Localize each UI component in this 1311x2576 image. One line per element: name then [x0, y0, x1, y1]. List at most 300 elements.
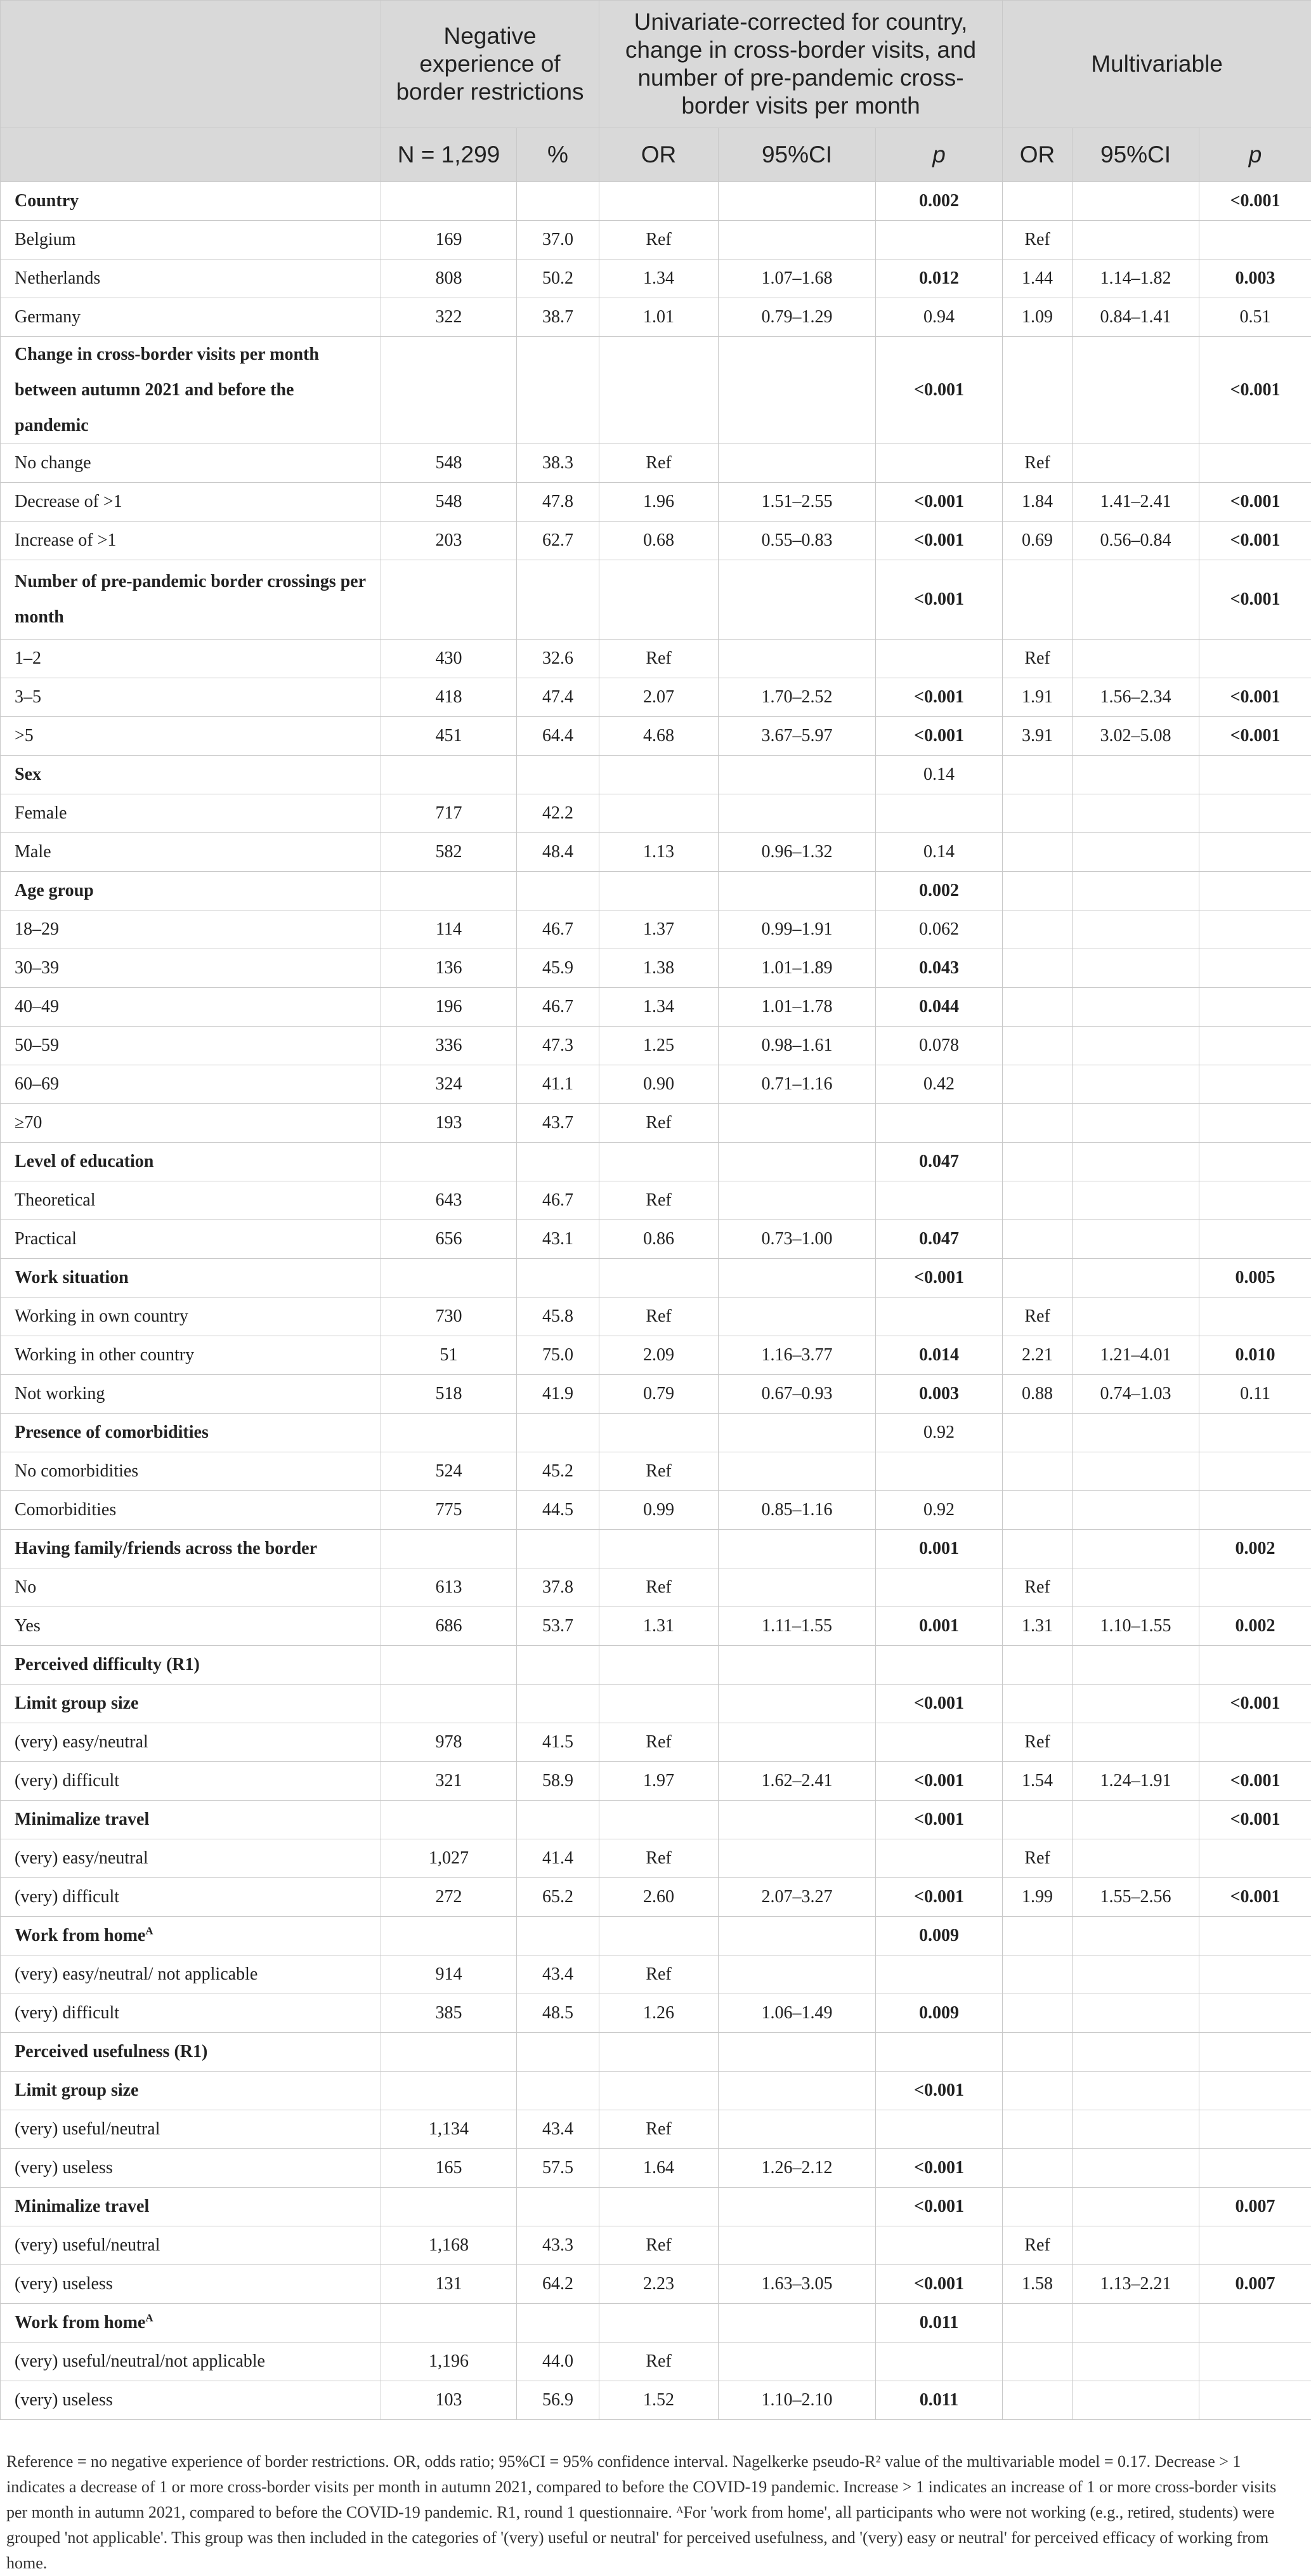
table-cell: Ref [599, 1181, 719, 1220]
table-cell [1003, 2381, 1073, 2420]
table-cell [1073, 988, 1199, 1027]
table-cell: <0.001 [876, 2188, 1003, 2226]
table-cell: Ref [1003, 640, 1073, 678]
table-cell: 0.005 [1199, 1259, 1311, 1298]
table-cell [517, 560, 599, 640]
table-cell: 48.5 [517, 1994, 599, 2033]
table-cell [1199, 2304, 1311, 2343]
table-cell [381, 560, 517, 640]
table-cell [1199, 1298, 1311, 1336]
table-cell [1199, 1414, 1311, 1452]
table-cell: 1.54 [1003, 1762, 1073, 1801]
table-cell: 53.7 [517, 1607, 599, 1646]
table-cell: <0.001 [876, 1762, 1003, 1801]
table-cell [599, 1646, 719, 1685]
header-or-multi: OR [1003, 128, 1073, 182]
table-cell: 321 [381, 1762, 517, 1801]
table-cell [1003, 833, 1073, 872]
table-cell: Ref [1003, 1568, 1073, 1607]
table-cell [1003, 2304, 1073, 2343]
table-cell: Ref [599, 444, 719, 483]
row-label: (very) useless [1, 2381, 381, 2420]
table-group-row [1, 2033, 1311, 2072]
table-cell [1003, 988, 1073, 1027]
table-cell: 1.01–1.78 [719, 988, 876, 1027]
table-cell [719, 444, 876, 483]
table-cell: 2.21 [1003, 1336, 1073, 1375]
table-cell [1199, 1917, 1311, 1955]
table-cell [599, 2033, 719, 2072]
table-group-row [1, 1685, 1311, 1723]
table-cell: 58.9 [517, 1762, 599, 1801]
table-cell [1003, 1685, 1073, 1723]
table-cell [1073, 2188, 1199, 2226]
table-cell [381, 1414, 517, 1452]
table-cell: 1,168 [381, 2226, 517, 2265]
table-row [1, 678, 1311, 717]
table-cell: 0.011 [876, 2304, 1003, 2343]
table-cell [719, 1143, 876, 1181]
table-cell: 165 [381, 2149, 517, 2188]
table-cell: 0.14 [876, 833, 1003, 872]
table-cell: 1.26 [599, 1994, 719, 2033]
table-cell [719, 1452, 876, 1491]
table-cell: 272 [381, 1878, 517, 1917]
table-cell: 0.86 [599, 1220, 719, 1259]
table-cell [1073, 182, 1199, 221]
table-cell: Ref [1003, 1723, 1073, 1762]
table-cell: 1.09 [1003, 298, 1073, 337]
table-cell [599, 756, 719, 794]
table-cell [719, 337, 876, 444]
table-cell [517, 872, 599, 910]
table-cell [1199, 1491, 1311, 1530]
table-cell: 43.4 [517, 2110, 599, 2149]
table-cell: 0.078 [876, 1027, 1003, 1065]
table-cell: 45.9 [517, 949, 599, 988]
table-cell: 103 [381, 2381, 517, 2420]
table-cell: Ref [1003, 444, 1073, 483]
table-cell: 0.68 [599, 522, 719, 560]
table-cell: 518 [381, 1375, 517, 1414]
table-cell [599, 182, 719, 221]
table-cell [1073, 1801, 1199, 1839]
table-cell: 136 [381, 949, 517, 988]
table-cell: Ref [1003, 1839, 1073, 1878]
table-cell: 1.64 [599, 2149, 719, 2188]
table-cell: 1.55–2.56 [1073, 1878, 1199, 1917]
table-cell [1003, 756, 1073, 794]
row-label: Increase of >1 [1, 522, 381, 560]
table-cell: 2.07–3.27 [719, 1878, 876, 1917]
table-cell [876, 640, 1003, 678]
table-cell: 0.001 [876, 1530, 1003, 1568]
table-cell [381, 1530, 517, 1568]
table-cell [719, 2110, 876, 2149]
row-label: Work situation [1, 1259, 381, 1298]
table-cell [381, 1646, 517, 1685]
table-cell [1003, 1259, 1073, 1298]
table-cell [719, 1955, 876, 1994]
table-cell [1073, 2149, 1199, 2188]
table-cell [1199, 910, 1311, 949]
table-row [1, 1375, 1311, 1414]
table-row [1, 1027, 1311, 1065]
row-label: (very) useless [1, 2265, 381, 2304]
table-row [1, 1181, 1311, 1220]
table-cell: 548 [381, 444, 517, 483]
table-cell: 44.0 [517, 2343, 599, 2381]
table-row [1, 1568, 1311, 1607]
table-cell: Ref [599, 1104, 719, 1143]
table-cell: 1.16–3.77 [719, 1336, 876, 1375]
table-cell: 64.4 [517, 717, 599, 756]
table-row [1, 444, 1311, 483]
table-cell: 0.002 [876, 182, 1003, 221]
row-label: Age group [1, 872, 381, 910]
table-row [1, 717, 1311, 756]
table-cell [517, 337, 599, 444]
row-label: No comorbidities [1, 1452, 381, 1491]
table-cell [517, 1801, 599, 1839]
table-cell [719, 1839, 876, 1878]
table-cell [719, 1646, 876, 1685]
table-cell: 0.74–1.03 [1073, 1375, 1199, 1414]
row-label: 30–39 [1, 949, 381, 988]
table-cell: 1.06–1.49 [719, 1994, 876, 2033]
table-cell [599, 2072, 719, 2110]
table-cell [1073, 794, 1199, 833]
table-cell [719, 182, 876, 221]
table-cell [1003, 1414, 1073, 1452]
row-label: Perceived difficulty (R1) [1, 1646, 381, 1685]
table-cell [517, 2304, 599, 2343]
row-label: Yes [1, 1607, 381, 1646]
row-label: Having family/friends across the border [1, 1530, 381, 1568]
table-cell: 808 [381, 260, 517, 298]
table-cell: Ref [599, 1723, 719, 1762]
table-cell [517, 182, 599, 221]
table-cell: 196 [381, 988, 517, 1027]
table-cell [719, 2343, 876, 2381]
table-cell: 1,027 [381, 1839, 517, 1878]
header-percent: % [517, 128, 599, 182]
table-cell [381, 337, 517, 444]
table-cell: <0.001 [876, 1801, 1003, 1839]
table-cell: 43.3 [517, 2226, 599, 2265]
table-cell: 686 [381, 1607, 517, 1646]
table-cell: 1.31 [599, 1607, 719, 1646]
table-cell: 4.68 [599, 717, 719, 756]
table-cell: 48.4 [517, 833, 599, 872]
table-cell: 418 [381, 678, 517, 717]
row-label: Decrease of >1 [1, 483, 381, 522]
table-cell: 1.11–1.55 [719, 1607, 876, 1646]
table-group-row [1, 872, 1311, 910]
table-cell: 775 [381, 1491, 517, 1530]
table-cell: 0.92 [876, 1414, 1003, 1452]
table-row [1, 1220, 1311, 1259]
table-cell: 1.13–2.21 [1073, 2265, 1199, 2304]
table-cell [876, 2110, 1003, 2149]
table-cell [1003, 1530, 1073, 1568]
table-cell: <0.001 [1199, 717, 1311, 756]
table-cell [517, 1530, 599, 1568]
table-cell [1003, 1027, 1073, 1065]
table-cell: 1.63–3.05 [719, 2265, 876, 2304]
table-cell [517, 1414, 599, 1452]
table-cell: 0.92 [876, 1491, 1003, 1530]
table-cell: 613 [381, 1568, 517, 1607]
table-cell: <0.001 [1199, 182, 1311, 221]
table-cell: 430 [381, 640, 517, 678]
table-row [1, 988, 1311, 1027]
table-cell [1073, 1452, 1199, 1491]
table-cell [1199, 1994, 1311, 2033]
table-cell [381, 872, 517, 910]
table-cell [1003, 1491, 1073, 1530]
table-cell: 41.4 [517, 1839, 599, 1878]
table-cell [381, 2188, 517, 2226]
table-cell [1003, 1955, 1073, 1994]
table-cell [1073, 1994, 1199, 2033]
header-n: N = 1,299 [381, 128, 517, 182]
table-cell: 37.0 [517, 221, 599, 260]
table-cell [1199, 1955, 1311, 1994]
row-label: (very) difficult [1, 1878, 381, 1917]
row-label: (very) easy/neutral [1, 1723, 381, 1762]
table-row [1, 221, 1311, 260]
row-label: (very) easy/neutral/ not applicable [1, 1955, 381, 1994]
table-cell: 0.002 [1199, 1530, 1311, 1568]
table-cell [599, 1685, 719, 1723]
table-cell: 131 [381, 2265, 517, 2304]
table-cell: 582 [381, 833, 517, 872]
table-cell: <0.001 [1199, 678, 1311, 717]
table-cell [1073, 2343, 1199, 2381]
row-label: Minimalize travel [1, 1801, 381, 1839]
row-label: 18–29 [1, 910, 381, 949]
table-cell: <0.001 [1199, 483, 1311, 522]
table-row [1, 522, 1311, 560]
header-ci-multi: 95%CI [1073, 128, 1199, 182]
table-cell: <0.001 [1199, 1685, 1311, 1723]
table-cell [1073, 1723, 1199, 1762]
table-cell [381, 1143, 517, 1181]
row-label: Not working [1, 1375, 381, 1414]
row-label: Perceived usefulness (R1) [1, 2033, 381, 2072]
table-cell: Ref [599, 1452, 719, 1491]
table-cell [1073, 1143, 1199, 1181]
table-cell [1073, 1298, 1199, 1336]
table-cell: 1.70–2.52 [719, 678, 876, 717]
table-row [1, 1491, 1311, 1530]
table-cell [719, 1259, 876, 1298]
table-cell [1003, 2149, 1073, 2188]
table-cell [1003, 2033, 1073, 2072]
table-cell: 0.009 [876, 1917, 1003, 1955]
table-cell: Ref [1003, 221, 1073, 260]
table-cell: 1.56–2.34 [1073, 678, 1199, 717]
table-cell [1199, 2072, 1311, 2110]
table-cell [381, 2033, 517, 2072]
table-row [1, 2149, 1311, 2188]
table-cell: 0.003 [1199, 260, 1311, 298]
table-cell [1073, 444, 1199, 483]
table-cell [1199, 1143, 1311, 1181]
table-group-row [1, 1259, 1311, 1298]
table-cell: 1.07–1.68 [719, 260, 876, 298]
table-cell [517, 1259, 599, 1298]
row-label: Working in other country [1, 1336, 381, 1375]
table-cell: 0.007 [1199, 2188, 1311, 2226]
row-label: (very) easy/neutral [1, 1839, 381, 1878]
table-cell: <0.001 [876, 1259, 1003, 1298]
table-cell: 0.003 [876, 1375, 1003, 1414]
table-cell: 1.37 [599, 910, 719, 949]
table-cell [1003, 1646, 1073, 1685]
table-cell: 1.01 [599, 298, 719, 337]
table-cell: 1.52 [599, 2381, 719, 2420]
table-cell: 0.88 [1003, 1375, 1073, 1414]
table-cell: 0.009 [876, 1994, 1003, 2033]
table-cell: 0.001 [876, 1607, 1003, 1646]
table-cell [876, 2343, 1003, 2381]
table-cell: 1.14–1.82 [1073, 260, 1199, 298]
table-cell: Ref [1003, 1298, 1073, 1336]
table-cell [1199, 2110, 1311, 2149]
table-cell [1073, 1027, 1199, 1065]
table-cell: 56.9 [517, 2381, 599, 2420]
table-cell [1003, 1220, 1073, 1259]
table-cell: 322 [381, 298, 517, 337]
table-cell [1073, 833, 1199, 872]
row-label: No [1, 1568, 381, 1607]
table-cell: <0.001 [876, 2265, 1003, 2304]
table-cell: 32.6 [517, 640, 599, 678]
row-label: Level of education [1, 1143, 381, 1181]
table-cell [1199, 833, 1311, 872]
table-group-row [1, 756, 1311, 794]
table-row [1, 910, 1311, 949]
header-empty-sub [1, 128, 381, 182]
table-cell: <0.001 [876, 560, 1003, 640]
table-cell: 57.5 [517, 2149, 599, 2188]
table-cell: 114 [381, 910, 517, 949]
table-cell: 41.1 [517, 1065, 599, 1104]
table-cell [1073, 2381, 1199, 2420]
footnote-marker: A [145, 1925, 153, 1937]
table-cell: <0.001 [1199, 560, 1311, 640]
table-cell: 548 [381, 483, 517, 522]
header-univariate: Univariate-corrected for country, change in cross-border visits, and number of pre-pandemic cross-border visits per month [599, 1, 1003, 128]
header-ci-uni: 95%CI [719, 128, 876, 182]
table-cell [876, 2033, 1003, 2072]
table-row [1, 833, 1311, 872]
table-cell: 524 [381, 1452, 517, 1491]
table-cell: 1.26–2.12 [719, 2149, 876, 2188]
table-group-row [1, 2188, 1311, 2226]
table-cell [1199, 1452, 1311, 1491]
table-cell [1003, 1065, 1073, 1104]
table-cell [517, 1646, 599, 1685]
table-cell [1199, 1027, 1311, 1065]
table-cell [719, 1801, 876, 1839]
table-cell: 0.73–1.00 [719, 1220, 876, 1259]
table-cell: Ref [1003, 2226, 1073, 2265]
table-cell [381, 182, 517, 221]
table-cell: 0.69 [1003, 522, 1073, 560]
header-or-uni: OR [599, 128, 719, 182]
table-cell: 1.51–2.55 [719, 483, 876, 522]
row-label: Male [1, 833, 381, 872]
table-cell [719, 794, 876, 833]
row-label: 50–59 [1, 1027, 381, 1065]
table-cell: 0.42 [876, 1065, 1003, 1104]
table-cell: 1.96 [599, 483, 719, 522]
table-cell: 1.91 [1003, 678, 1073, 717]
table-cell: 44.5 [517, 1491, 599, 1530]
table-cell [719, 1298, 876, 1336]
table-cell [876, 2226, 1003, 2265]
table-cell: 45.2 [517, 1452, 599, 1491]
table-cell [1199, 2343, 1311, 2381]
table-cell [1199, 1723, 1311, 1762]
table-cell [381, 1685, 517, 1723]
table-row [1, 1452, 1311, 1491]
table-cell: 0.012 [876, 260, 1003, 298]
row-label: (very) useful/neutral [1, 2226, 381, 2265]
table-cell [381, 756, 517, 794]
table-cell: 47.3 [517, 1027, 599, 1065]
row-label: Work from home$^A$ [1, 2304, 381, 2343]
table-cell: 656 [381, 1220, 517, 1259]
table-cell [1073, 1530, 1199, 1568]
table-cell [599, 2188, 719, 2226]
table-cell [1199, 1220, 1311, 1259]
table-row [1, 1762, 1311, 1801]
table-cell [1073, 1491, 1199, 1530]
table-cell [599, 1259, 719, 1298]
table-cell [1199, 949, 1311, 988]
row-label: Sex [1, 756, 381, 794]
table-cell: 0.011 [876, 2381, 1003, 2420]
table-row [1, 2343, 1311, 2381]
table-cell [1073, 2033, 1199, 2072]
table-group-row [1, 337, 1311, 444]
table-cell: 1.24–1.91 [1073, 1762, 1199, 1801]
row-label: Number of pre-pandemic border crossings per month [1, 560, 381, 640]
row-label: >5 [1, 717, 381, 756]
table-row [1, 1336, 1311, 1375]
table-cell: Ref [599, 1839, 719, 1878]
row-label: (very) difficult [1, 1994, 381, 2033]
row-label: 40–49 [1, 988, 381, 1027]
row-label: No change [1, 444, 381, 483]
table-cell [517, 2188, 599, 2226]
row-label: Netherlands [1, 260, 381, 298]
table-cell [517, 1685, 599, 1723]
footnote-marker: A [145, 2312, 153, 2324]
table-cell [517, 2033, 599, 2072]
table-cell [1073, 640, 1199, 678]
row-label: (very) useful/neutral/not applicable [1, 2343, 381, 2381]
table-cell [599, 1143, 719, 1181]
table-cell [876, 1646, 1003, 1685]
table-cell [876, 794, 1003, 833]
table-cell: <0.001 [876, 483, 1003, 522]
table-cell: 0.90 [599, 1065, 719, 1104]
